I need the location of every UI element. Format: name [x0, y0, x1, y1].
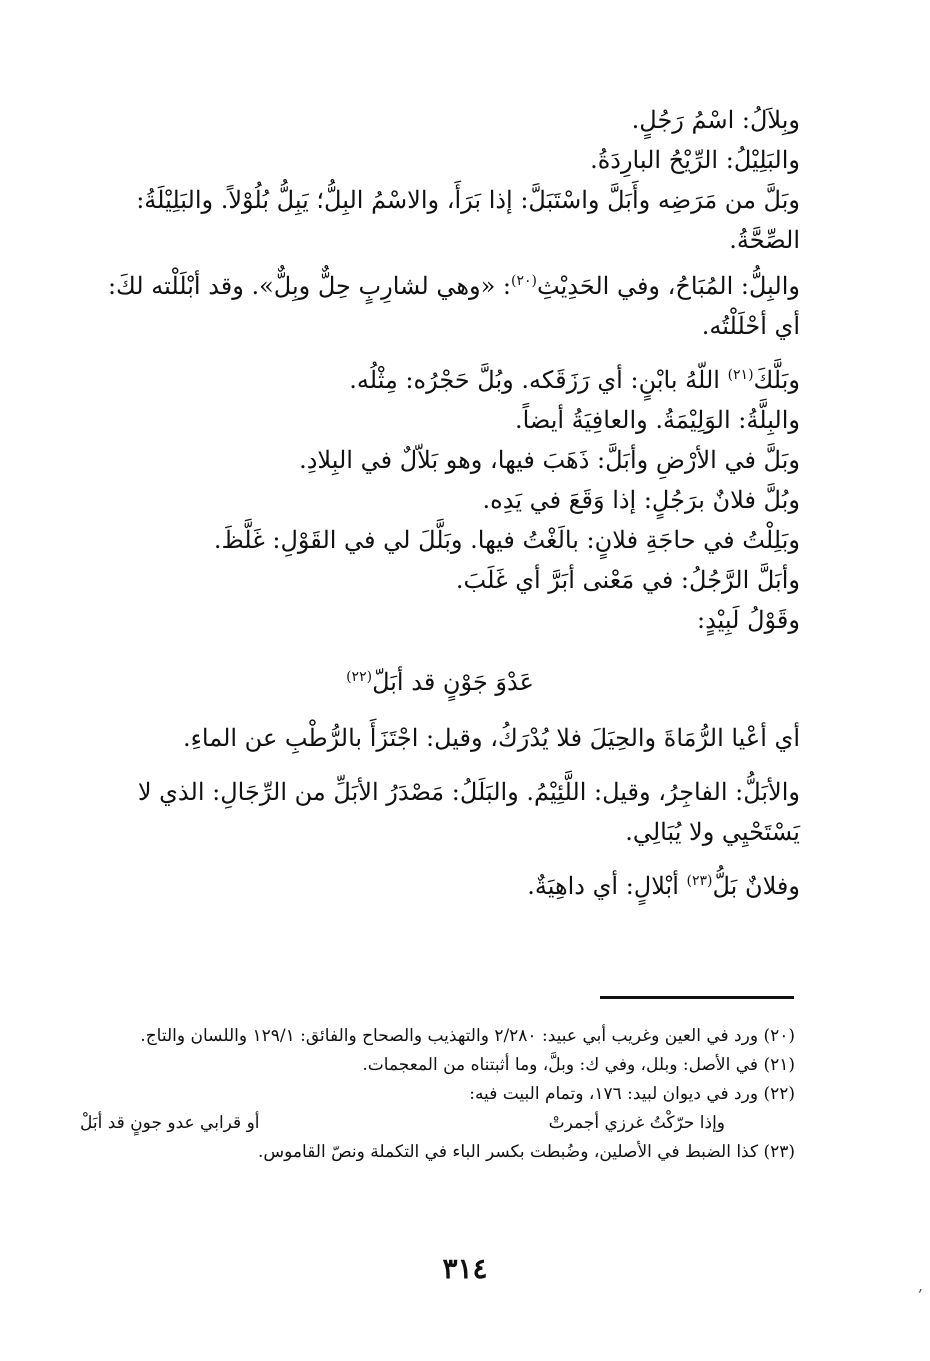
- footnotes: [80, 1022, 795, 1167]
- verse-hemistich: أو قرابي عدو جونٍ قد أبَلْ: [80, 1113, 260, 1133]
- entry-line: أي أعْيا الرُّمَاةَ والحِيَلَ فلا يُدْرَكُ، وقيل: اجْتَزَأَ بالرُّطْبِ عن الماءِ.: [182, 724, 800, 752]
- footnote-divider: [600, 996, 794, 999]
- entry-line: [80, 360, 800, 400]
- entry-text: أبْلالٍ: أي داهِيَةٌ.: [527, 872, 687, 900]
- main-text: [80, 100, 800, 906]
- footnote-verse: [80, 1109, 795, 1138]
- verse-text: عَدْوَ جَوْنٍ قد أبَلّ: [372, 668, 534, 696]
- entry-line: وقَوْلُ لَبِيْدٍ:: [696, 606, 800, 634]
- footnote: (٢٠) ورد في العين وغريب أبي عبيد: ٢/٢٨٠ والتهذيب والصحاح والفائق: ١٢٩/١ واللسان والتاج.: [140, 1026, 795, 1046]
- verse-line: [80, 662, 800, 702]
- footnote: (٢١) في الأصل: وبلل، وفي ك: وبلَّ، وما أثبتناه من المعجمات.: [362, 1055, 795, 1075]
- footnote-ref: (٢٢): [346, 669, 373, 685]
- entry-line: والأبَلُّ: الفاجِرُ، وقيل: اللَّئِيْمُ. والبَلَلُ: مَصْدَرُ الأبَلِّ من الرِّجَالِ: الذي لا يَسْتَحْيِي ولا يُبَالِي.: [137, 778, 800, 846]
- entry-line: وبَلَّ في الأرْضِ وأبَلَّ: ذَهَبَ فيها، وهو بَلاّلٌ في البِلادِ.: [299, 446, 800, 474]
- entry-line: والبِلَّةُ: الوَلِيْمَةُ. والعافِيَةُ أيضاً.: [514, 406, 800, 434]
- entry-line: والبَلِيْلُ: الرِّيْحُ البارِدَةُ.: [590, 146, 800, 174]
- entry-line: [80, 266, 800, 346]
- entry-line: وبُلَّ فلانٌ برَجُلٍ: إذا وَقَعَ في يَدِه.: [482, 486, 800, 514]
- footnote-ref: (٢٣): [686, 873, 713, 889]
- scan-mark: ,: [918, 1276, 924, 1295]
- entry-text: : «وهي لشارِبٍ حِلٌّ وبِلٌّ». وقد أبْلَلْته لكَ: أي أحْلَلْتُه.: [107, 272, 800, 340]
- verse-hemistich: وإذا حرّكْتُ غرزي أجمرتْ: [548, 1113, 725, 1133]
- entry-text: وبَلَّكَ: [753, 366, 800, 394]
- entry-line: وبِلاَلُ: اسْمُ رَجُلٍ.: [631, 106, 800, 134]
- entry-line: وبَلَّ من مَرَضِه وأَبَلَّ واسْتَبَلَّ: إذا بَرَأَ، والاسْمُ البِلُّ؛ يَبِلُّ بُلُوْلاً. والبَلِيْلَةُ: الصِّحَّةُ.: [136, 186, 800, 254]
- entry-text: والبِلُّ: المُبَاحُ، وفي الحَدِيْثِ: [537, 272, 800, 300]
- footnote-ref: (٢١): [727, 367, 754, 383]
- footnote: (٢٣) كذا الضبط في الأصلين، وضُبطت بكسر الباء في التكملة ونصّ القاموس.: [257, 1142, 795, 1162]
- footnote-ref: (٢٠): [511, 273, 537, 289]
- entry-line: وبَلِلْتُ في حاجَةِ فلانٍ: بالَغْتُ فيها. وبَلَّلَ لي في القَوْلِ: غَلَّظَ.: [213, 526, 800, 554]
- page-number: ٣١٤: [442, 1252, 488, 1285]
- entry-line: [80, 866, 800, 906]
- entry-text: وفلانٌ بَلُّ: [712, 872, 800, 900]
- entry-line: وأبَلَّ الرَّجُلُ: في مَعْنى أبَرَّ أي غَلَبَ.: [455, 566, 800, 594]
- footnote: (٢٢) ورد في ديوان لبيد: ١٧٦، وتمام البيت فيه:: [469, 1084, 795, 1104]
- entry-text: اللّهُ بابْنٍ: أي رَزَقَكه. وبُلَّ حَجْرُه: مِثْلُه.: [349, 366, 728, 394]
